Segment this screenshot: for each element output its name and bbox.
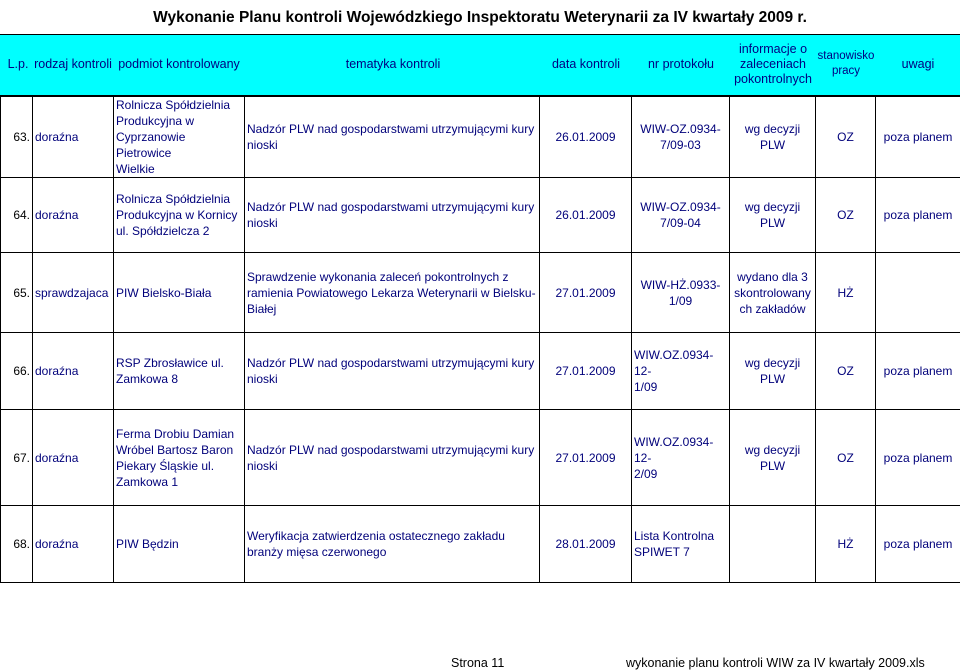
cell-podmiot: Rolnicza Spółdzielnia Produkcyjna w Cyprzanowie Pietrowice Wielkie	[114, 97, 245, 178]
cell-uwagi: poza planem	[876, 178, 960, 253]
cell-nr: WIW.OZ.0934-12- 1/09	[632, 333, 730, 410]
cell-podmiot: PIW Będzin	[114, 506, 245, 583]
cell-stanowisko: OZ	[816, 97, 876, 178]
cell-info: wg decyzji PLW	[730, 410, 816, 506]
header-lp: L.p.	[7, 57, 29, 71]
cell-uwagi: poza planem	[876, 97, 960, 178]
cell-data: 26.01.2009	[540, 97, 632, 178]
cell-rodzaj: doraźna	[33, 178, 114, 253]
table-header	[0, 34, 960, 96]
cell-uwagi: poza planem	[876, 333, 960, 410]
cell-data: 27.01.2009	[540, 333, 632, 410]
control-table	[0, 96, 960, 583]
cell-lp: 68.	[1, 506, 33, 583]
table-row	[1, 178, 960, 253]
cell-podmiot: Ferma Drobiu Damian Wróbel Bartosz Baron Piekary Śląskie ul. Zamkowa 1	[114, 410, 245, 506]
cell-uwagi	[876, 253, 960, 333]
cell-stanowisko: OZ	[816, 333, 876, 410]
cell-stanowisko: OZ	[816, 410, 876, 506]
header-tematyka: tematyka kontroli	[345, 57, 441, 71]
cell-info	[730, 506, 816, 583]
cell-uwagi: poza planem	[876, 506, 960, 583]
cell-stanowisko: HŻ	[816, 506, 876, 583]
cell-tematyka: Nadzór PLW nad gospodarstwami utrzymującymi kury nioski	[245, 97, 540, 178]
cell-uwagi: poza planem	[876, 410, 960, 506]
header-podmiot: podmiot kontrolowany	[118, 57, 240, 71]
table-row	[1, 97, 960, 178]
cell-stanowisko: HŻ	[816, 253, 876, 333]
cell-data: 26.01.2009	[540, 178, 632, 253]
header-nr: nr protokołu	[647, 57, 714, 71]
cell-nr: WIW-HŻ.0933- 1/09	[632, 253, 730, 333]
cell-stanowisko: OZ	[816, 178, 876, 253]
cell-podmiot: PIW Bielsko-Biała	[114, 253, 245, 333]
header-uwagi: uwagi	[901, 57, 935, 71]
cell-tematyka: Nadzór PLW nad gospodarstwami utrzymującymi kury nioski	[245, 410, 540, 506]
cell-tematyka: Weryfikacja zatwierdzenia ostatecznego zakładu branży mięsa czerwonego	[245, 506, 540, 583]
cell-info: wydano dla 3 skontrolowany ch zakładów	[730, 253, 816, 333]
cell-tematyka: Sprawdzenie wykonania zaleceń pokontrolnych z ramienia Powiatowego Lekarza Weterynarii w Bielsku- Białej	[245, 253, 540, 333]
footer-filename: wykonanie planu kontroli WIW za IV kwartały 2009.xls	[626, 656, 925, 670]
page-title: Wykonanie Planu kontroli Wojewódzkiego Inspektoratu Weterynarii za IV kwartały 2009 r.	[153, 9, 807, 26]
table-row	[1, 506, 960, 583]
cell-info: wg decyzji PLW	[730, 333, 816, 410]
cell-lp: 66.	[1, 333, 33, 410]
cell-nr: Lista Kontrolna SPIWET 7	[632, 506, 730, 583]
cell-info: wg decyzji PLW	[730, 97, 816, 178]
cell-tematyka: Nadzór PLW nad gospodarstwami utrzymującymi kury nioski	[245, 333, 540, 410]
cell-tematyka: Nadzór PLW nad gospodarstwami utrzymującymi kury nioski	[245, 178, 540, 253]
cell-rodzaj: doraźna	[33, 506, 114, 583]
cell-rodzaj: doraźna	[33, 410, 114, 506]
cell-nr: WIW-OZ.0934- 7/09-03	[632, 97, 730, 178]
header-rodzaj: rodzaj kontroli	[34, 57, 112, 71]
cell-podmiot: Rolnicza Spółdzielnia Produkcyjna w Kornicy ul. Spółdzielcza 2	[114, 178, 245, 253]
cell-rodzaj: doraźna	[33, 333, 114, 410]
table-row	[1, 333, 960, 410]
cell-rodzaj: sprawdzajaca	[33, 253, 114, 333]
cell-data: 27.01.2009	[540, 410, 632, 506]
cell-rodzaj: doraźna	[33, 97, 114, 178]
cell-data: 27.01.2009	[540, 253, 632, 333]
cell-lp: 67.	[1, 410, 33, 506]
table-row	[1, 410, 960, 506]
header-stanowisko: stanowisko pracy	[817, 50, 875, 77]
footer-page-number: Strona 11	[451, 656, 505, 670]
cell-lp: 65.	[1, 253, 33, 333]
header-data: data kontroli	[551, 57, 621, 71]
cell-nr: WIW-OZ.0934- 7/09-04	[632, 178, 730, 253]
cell-podmiot: RSP Zbrosławice ul. Zamkowa 8	[114, 333, 245, 410]
cell-lp: 64.	[1, 178, 33, 253]
cell-info: wg decyzji PLW	[730, 178, 816, 253]
table-row	[1, 253, 960, 333]
cell-data: 28.01.2009	[540, 506, 632, 583]
cell-nr: WIW.OZ.0934-12- 2/09	[632, 410, 730, 506]
header-info: informacje o zaleceniach pokontrolnych	[734, 42, 812, 86]
cell-lp: 63.	[1, 97, 33, 178]
